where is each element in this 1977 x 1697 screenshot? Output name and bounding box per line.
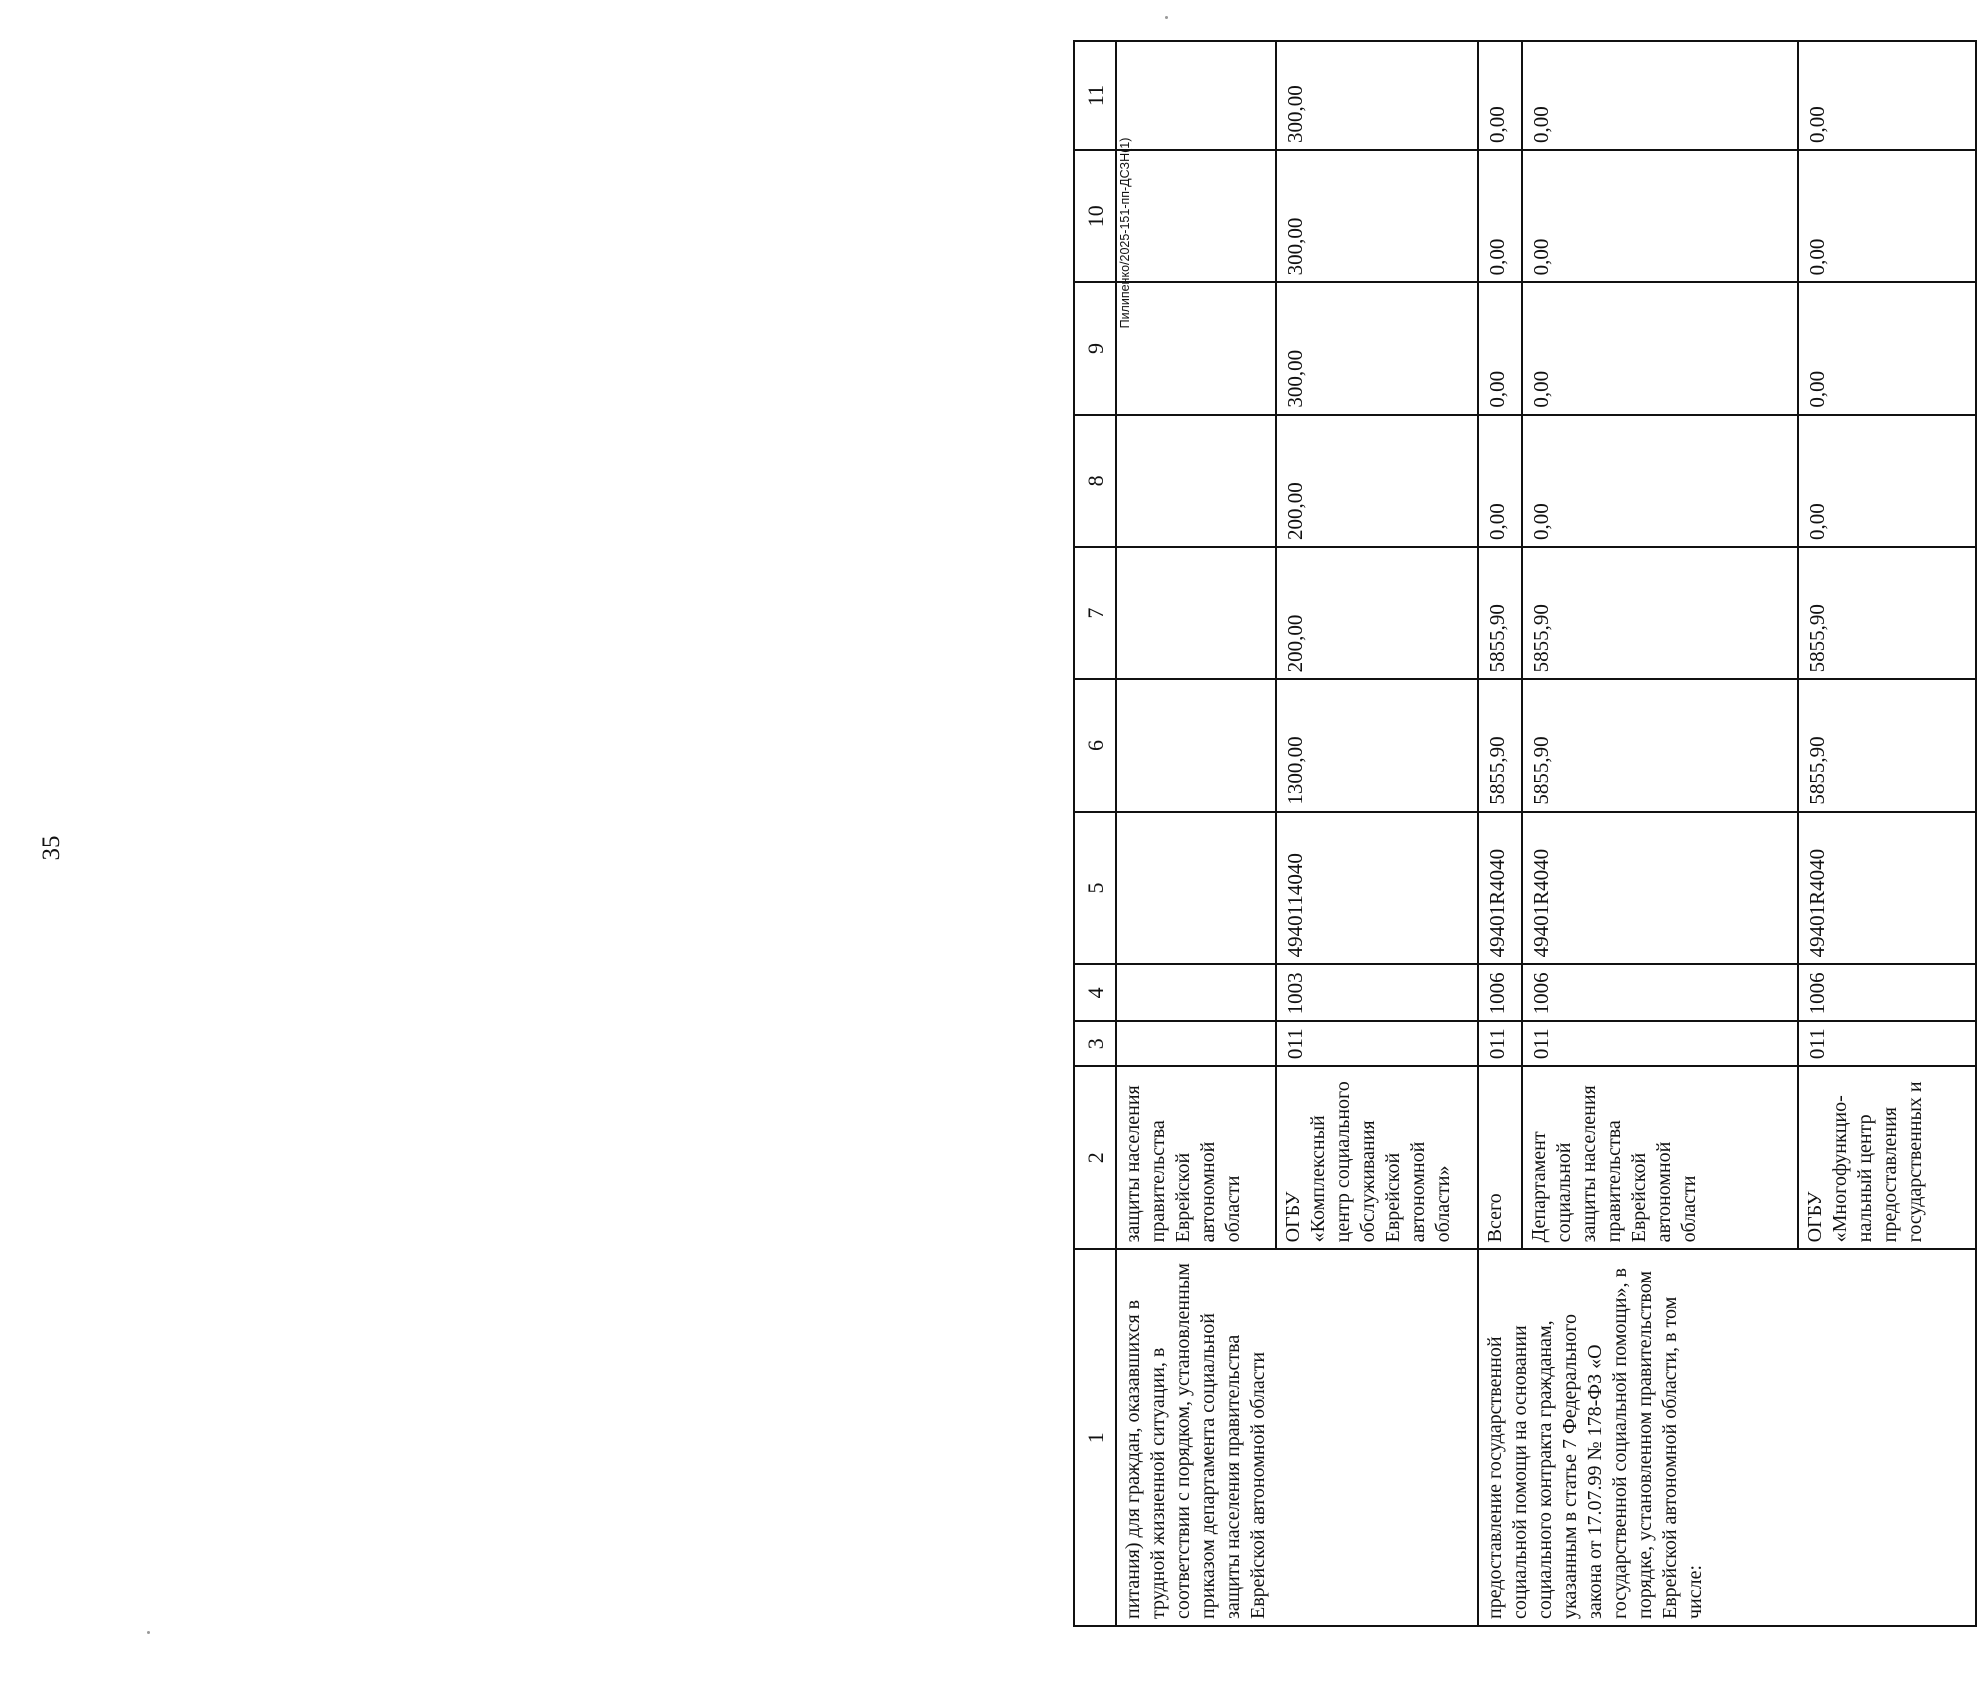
table-cell — [1116, 964, 1276, 1021]
header-row — [1074, 41, 1116, 1626]
column-number: 6 — [1074, 679, 1116, 811]
table-cell — [1116, 1021, 1276, 1066]
amount-year: 0,00 — [1478, 282, 1522, 414]
grbs-code: 011 — [1798, 1021, 1976, 1066]
amount-year: 300,00 — [1276, 150, 1478, 282]
event-description: питания) для граждан, оказавшихся в трудной жизненной ситуации, в соответствии с порядком, установленным приказом департамента социальной защиты населения правительства Еврейской автономной области — [1116, 1249, 1478, 1626]
column-number: 5 — [1074, 812, 1116, 965]
column-number: 10 — [1074, 150, 1116, 282]
column-number: 1 — [1074, 1249, 1116, 1626]
amount-year: 0,00 — [1798, 41, 1976, 150]
column-number: 9 — [1074, 282, 1116, 414]
column-number: 2 — [1074, 1066, 1116, 1249]
amount-year: 0,00 — [1522, 150, 1798, 282]
executor-cell: Департамент социальной защиты населения правительства Еврейской автономной области — [1522, 1066, 1798, 1249]
amount-year: 0,00 — [1478, 150, 1522, 282]
amount-year: 0,00 — [1522, 41, 1798, 150]
target-article-code: 49401R4040 — [1798, 812, 1976, 965]
section-code: 1006 — [1478, 964, 1522, 1021]
column-number: 11 — [1074, 41, 1116, 150]
table-cell — [1116, 679, 1276, 811]
section-code: 1003 — [1276, 964, 1478, 1021]
amount-year: 0,00 — [1798, 415, 1976, 547]
amount-year: 5855,90 — [1478, 547, 1522, 679]
amount-year: 0,00 — [1798, 150, 1976, 282]
table-cell — [1116, 547, 1276, 679]
amount-year: 300,00 — [1276, 282, 1478, 414]
page-number: 35 — [38, 835, 65, 861]
table-cell — [1116, 415, 1276, 547]
section-code: 1006 — [1522, 964, 1798, 1021]
amount-year: 0,00 — [1478, 41, 1522, 150]
target-article-code: 49401R4040 — [1478, 812, 1522, 965]
document-code: Пилипенко/2025-151-пп-ДСЗН(1) — [1118, 137, 1132, 329]
target-article-code: 4940114040 — [1276, 812, 1478, 965]
amount-year: 0,00 — [1522, 415, 1798, 547]
table-cell — [1116, 41, 1276, 150]
column-number: 3 — [1074, 1021, 1116, 1066]
executor-cell: Всего — [1478, 1066, 1522, 1249]
table-row — [1478, 41, 1522, 1626]
amount-year: 0,00 — [1798, 282, 1976, 414]
amount-year: 5855,90 — [1522, 547, 1798, 679]
amount-year: 200,00 — [1276, 547, 1478, 679]
column-number: 7 — [1074, 547, 1116, 679]
amount-total: 5855,90 — [1478, 679, 1522, 811]
grbs-code: 011 — [1276, 1021, 1478, 1066]
scan-speck — [1165, 16, 1168, 19]
amount-total: 5855,90 — [1522, 679, 1798, 811]
amount-year: 5855,90 — [1798, 547, 1976, 679]
grbs-code: 011 — [1478, 1021, 1522, 1066]
table-cell — [1116, 282, 1276, 414]
table-cell — [1116, 812, 1276, 965]
column-number: 8 — [1074, 415, 1116, 547]
grbs-code: 011 — [1522, 1021, 1798, 1066]
amount-total: 1300,00 — [1276, 679, 1478, 811]
table-row — [1116, 41, 1276, 1626]
amount-year: 200,00 — [1276, 415, 1478, 547]
executor-cell: ОГБУ «Комплексный центр социального обслуживания Еврейской автономной области» — [1276, 1066, 1478, 1249]
target-article-code: 49401R4040 — [1522, 812, 1798, 965]
amount-year: 0,00 — [1522, 282, 1798, 414]
amount-total: 5855,90 — [1798, 679, 1976, 811]
section-code: 1006 — [1798, 964, 1976, 1021]
scan-speck — [147, 1631, 150, 1634]
column-number: 4 — [1074, 964, 1116, 1021]
budget-table — [1073, 40, 1977, 1627]
amount-year: 300,00 — [1276, 41, 1478, 150]
table-cell — [1116, 150, 1276, 282]
amount-year: 0,00 — [1478, 415, 1522, 547]
rotated-table-container — [1073, 40, 1973, 1627]
executor-cell: ОГБУ «Многофункцио-нальный центр предоставления государственных и — [1798, 1066, 1976, 1249]
event-description: предоставление государственной социальной помощи на основании социального контракта гражданам, указанным в статье 7 Федерального закона от 17.07.99 № 178-ФЗ «О государственной социальной помощи», в порядке, установленном правительством Еврейской автономной области, в том числе: — [1478, 1249, 1976, 1626]
executor-cell: защиты населения правительства Еврейской автономной области — [1116, 1066, 1276, 1249]
